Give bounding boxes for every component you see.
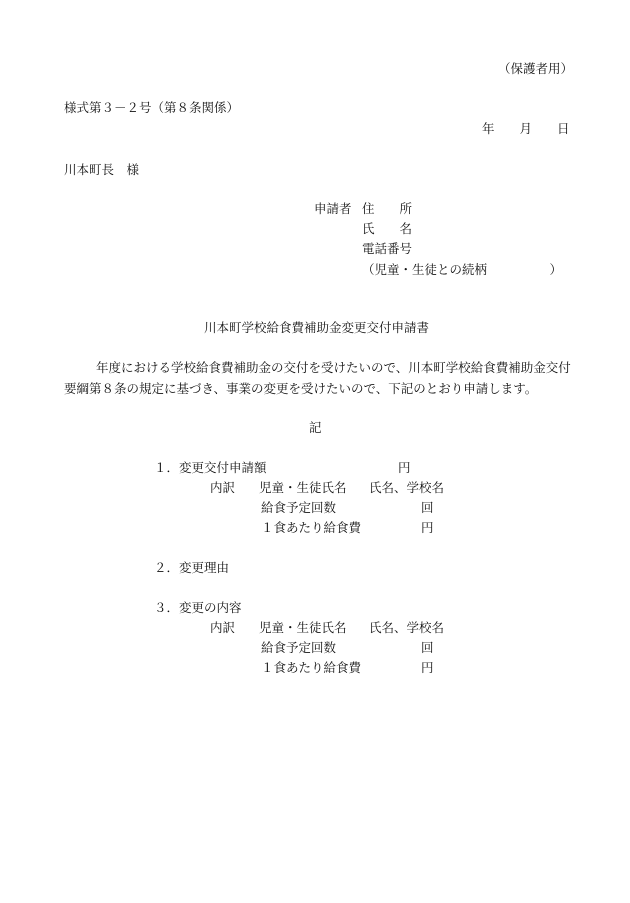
- section3-breakdown-label: 内訳: [210, 620, 236, 635]
- section1-heading: １．変更交付申請額: [154, 460, 267, 475]
- document-title: 川本町学校給食費補助金変更交付申請書: [204, 320, 430, 335]
- section3-school-label: 氏名、学校名: [369, 620, 445, 635]
- form-number: 様式第３－２号（第８条関係）: [64, 100, 240, 115]
- applicant-label: 申請者: [314, 201, 352, 216]
- section1-student-label: 児童・生徒氏名: [259, 480, 347, 495]
- audience-label: （保護者用）: [498, 61, 574, 76]
- record-label: 記: [309, 420, 322, 435]
- section3-count-unit: 回: [421, 640, 434, 655]
- phone-label: 電話番号: [362, 241, 413, 256]
- body-line-1: 年度における学校給食費補助金の交付を受けたいので、川本町学校給食費補助金交付: [96, 360, 571, 375]
- section1-per-meal-unit: 円: [421, 520, 434, 535]
- section3-meal-count-label: 給食予定回数: [261, 640, 337, 655]
- section3-per-meal-unit: 円: [421, 660, 434, 675]
- name-label: 氏 名: [362, 221, 413, 236]
- section1-school-label: 氏名、学校名: [369, 480, 445, 495]
- section3-heading: ３．変更の内容: [154, 600, 242, 615]
- addressee: 川本町長 様: [64, 162, 140, 177]
- section1-currency: 円: [398, 460, 411, 475]
- section3-per-meal-label: １食あたり給食費: [261, 660, 362, 675]
- address-label: 住 所: [362, 201, 413, 216]
- section1-breakdown-label: 内訳: [210, 480, 236, 495]
- body-line-2: 要綱第８条の規定に基づき、事業の変更を受けたいので、下記のとおり申請します。: [64, 381, 538, 396]
- section1-meal-count-label: 給食予定回数: [261, 500, 337, 515]
- section1-count-unit: 回: [421, 500, 434, 515]
- section3-student-label: 児童・生徒氏名: [259, 620, 347, 635]
- relationship-label: （児童・生徒との続柄 ）: [362, 262, 563, 277]
- date-line: 年 月 日: [482, 121, 570, 136]
- section2-heading: ２．変更理由: [154, 560, 230, 575]
- section1-per-meal-label: １食あたり給食費: [261, 520, 362, 535]
